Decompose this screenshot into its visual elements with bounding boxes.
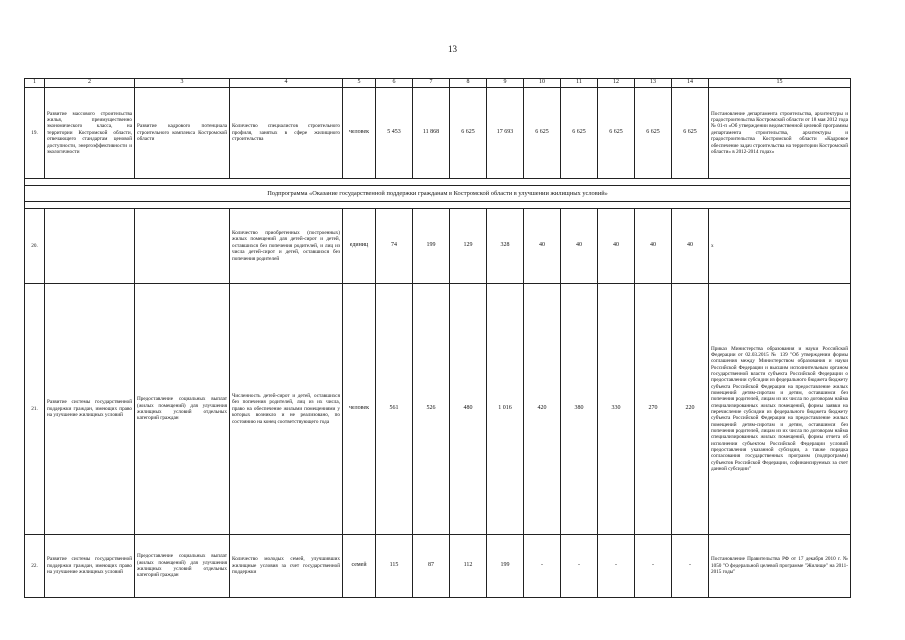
task-cell: Предоставление социальных выплат (жилых помещений) для улучшения жилищных условий отдельных категорий граждан (135, 284, 230, 535)
value-cell: 380 (561, 284, 598, 535)
value-cell: - (635, 535, 672, 598)
spacer-cell (25, 202, 851, 209)
goal-cell: Развитие системы государственной поддержки граждан, имеющих право на улучшение жилищных условий (45, 284, 135, 535)
value-cell: 480 (450, 284, 487, 535)
column-number: 11 (561, 79, 598, 88)
task-cell: Предоставление социальных выплат (жилых помещений) для улучшения жилищных условий отдельных категорий граждан (135, 535, 230, 598)
goal-cell (45, 209, 135, 284)
indicator-cell: Численность детей-сирот и детей, оставшихся без попечения родителей, лиц из их числа, право на обеспечение жилыми помещениями у которых возникло и не реализовано, по состоянию на конец соответствующего года (230, 284, 343, 535)
subprogram-title: Подпрограмма «Оказание государственной поддержки гражданам в Костромской области в улучшении жилищных условий» (25, 186, 851, 202)
goal-cell: Развитие массового строительства жилья, преимущественно экономического класса, на территории Костромской области, отвечающего стандартам ценовой доступности, энергоэффективности и экологичности (45, 88, 135, 179)
value-cell: 220 (672, 284, 709, 535)
row-number: 21. (25, 284, 45, 535)
value-cell: 6 625 (450, 88, 487, 179)
row-number: 19. (25, 88, 45, 179)
value-cell: 6 625 (635, 88, 672, 179)
spacer-row (25, 202, 851, 209)
value-cell: 40 (672, 209, 709, 284)
column-number: 10 (524, 79, 561, 88)
value-cell: 6 625 (524, 88, 561, 179)
value-cell: 40 (598, 209, 635, 284)
indicator-cell: Количество специалистов строительного профиля, занятых в сфере жилищного строительства (230, 88, 343, 179)
value-cell: 6 625 (598, 88, 635, 179)
column-number: 3 (135, 79, 230, 88)
column-number-row (25, 79, 851, 88)
value-cell: 87 (413, 535, 450, 598)
value-cell: - (672, 535, 709, 598)
value-cell: 199 (413, 209, 450, 284)
value-cell: 40 (561, 209, 598, 284)
column-number: 13 (635, 79, 672, 88)
value-cell: - (524, 535, 561, 598)
value-cell: - (561, 535, 598, 598)
value-cell: 74 (376, 209, 413, 284)
column-number: 12 (598, 79, 635, 88)
unit-cell: человек (343, 284, 376, 535)
spacer-cell (25, 179, 851, 186)
indicators-table (24, 78, 851, 598)
column-number: 9 (487, 79, 524, 88)
value-cell: 40 (635, 209, 672, 284)
row-number: 20. (25, 209, 45, 284)
column-number: 15 (709, 79, 851, 88)
value-cell: 328 (487, 209, 524, 284)
column-number: 8 (450, 79, 487, 88)
table-row (25, 284, 851, 535)
spacer-row (25, 179, 851, 186)
table-row (25, 535, 851, 598)
unit-cell: человек (343, 88, 376, 179)
value-cell: 1 016 (487, 284, 524, 535)
task-cell (135, 209, 230, 284)
indicator-cell: Количество молодых семей, улучшивших жилищные условия за счет государственной поддержки (230, 535, 343, 598)
column-number: 5 (343, 79, 376, 88)
value-cell: 17 693 (487, 88, 524, 179)
value-cell: 5 453 (376, 88, 413, 179)
source-cell: Приказ Министерства образования и науки Российской Федерации от 02.03.2015 № 139 "Об утверждении формы соглашения между Министерством образования и науки Российской Федерации и высшим исполнительным органом государственной власти субъекта Российской Федерации о предоставлении субсидии из федерального бюджета бюджету субъекта Российской Федерации на предоставление жилых помещений детям-сиротам и детям, оставшимся без попечения родителей, лицам из их числа по договорам найма специализированных жилых помещений, формы заявки на перечисление субсидии из федерального бюджета бюджету субъекта Российской Федерации на предоставление жилых помещений детям-сиротам и детям, оставшимся без попечения родителей, лицам из их числа по договорам найма специализированных жилых помещений, формы отчета об исполнении субъектом Российской Федерации условий предоставления указанной субсидии, а также порядка согласования государственных программ (подпрограмм) субъектов Российской Федерации, софинансируемых за счет данной субсидии" (709, 284, 851, 535)
value-cell: 6 625 (672, 88, 709, 179)
value-cell: 420 (524, 284, 561, 535)
value-cell: - (598, 535, 635, 598)
column-number: 6 (376, 79, 413, 88)
value-cell: 40 (524, 209, 561, 284)
value-cell: 11 868 (413, 88, 450, 179)
value-cell: 6 625 (561, 88, 598, 179)
row-number: 22. (25, 535, 45, 598)
source-cell: Постановление Правительства РФ от 17 декабря 2010 г. № 1050 "О федеральной целевой программе "Жилище" на 2011-2015 годы" (709, 535, 851, 598)
goal-cell: Развитие системы государственной поддержки граждан, имеющих право на улучшение жилищных условий (45, 535, 135, 598)
value-cell: 115 (376, 535, 413, 598)
column-number: 4 (230, 79, 343, 88)
table-row (25, 209, 851, 284)
column-number: 1 (25, 79, 45, 88)
value-cell: 112 (450, 535, 487, 598)
value-cell: 330 (598, 284, 635, 535)
column-number: 14 (672, 79, 709, 88)
unit-cell: единиц (343, 209, 376, 284)
column-number: 2 (45, 79, 135, 88)
indicator-cell: Количество приобретенных (построенных) жилых помещений для детей-сирот и детей, оставшихся без попечения родителей, и лиц из числа детей-сирот и детей, оставшихся без попечения родителей (230, 209, 343, 284)
page-number: 13 (448, 44, 457, 54)
unit-cell: семей (343, 535, 376, 598)
value-cell: 199 (487, 535, 524, 598)
source-cell: Постановление департамента строительства, архитектуры и градостроительства Костромской области от 18 мая 2012 года № 01-п «Об утверждении ведомственной целевой программы департамента строительства, архитектуры и градостроительства Костромской области «Кадровое обеспечение задач строительства на территории Костромской области» в 2012-2014 годах» (709, 88, 851, 179)
value-cell: 526 (413, 284, 450, 535)
source-cell: х (709, 209, 851, 284)
value-cell: 129 (450, 209, 487, 284)
table-row (25, 88, 851, 179)
column-number: 7 (413, 79, 450, 88)
value-cell: 270 (635, 284, 672, 535)
task-cell: Развитие кадрового потенциала строительного комплекса Костромской области (135, 88, 230, 179)
value-cell: 561 (376, 284, 413, 535)
subprogram-row (25, 186, 851, 202)
